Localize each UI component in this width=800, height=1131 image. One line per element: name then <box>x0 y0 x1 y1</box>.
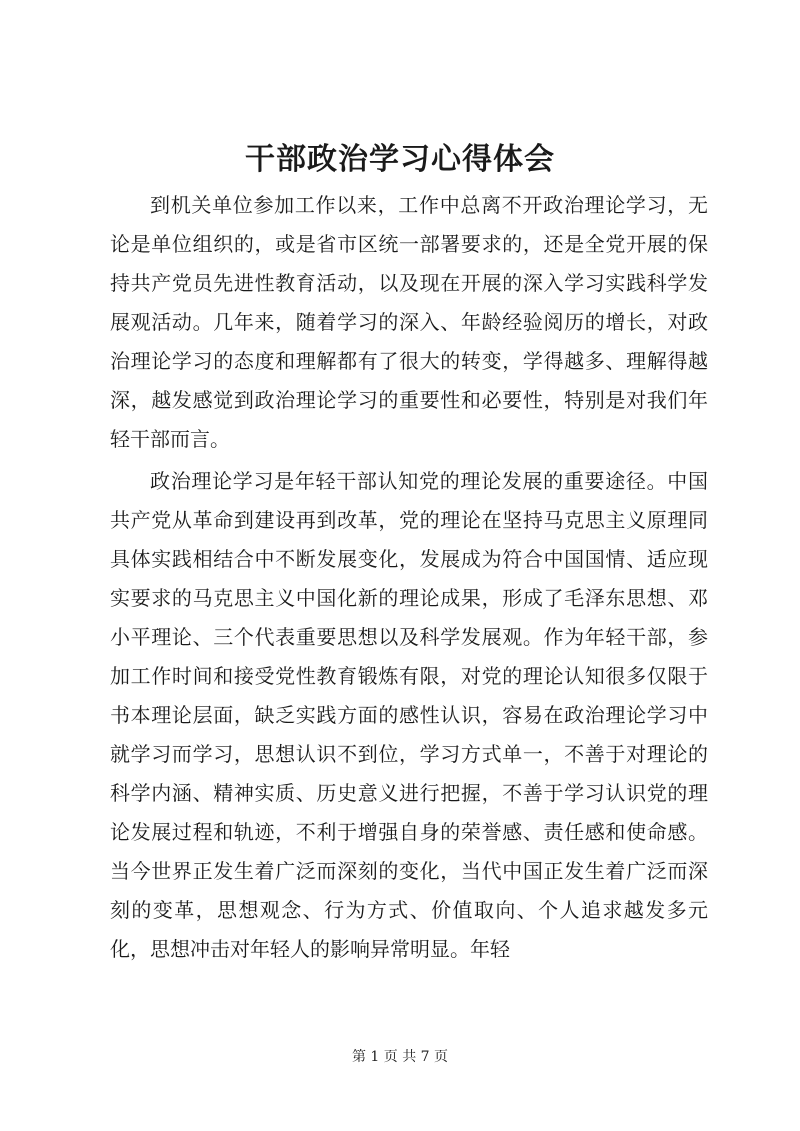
page-number-footer: 第 1 页 共 7 页 <box>351 1049 449 1065</box>
document-title: 干部政治学习心得体会 <box>245 142 555 177</box>
paragraph: 到机关单位参加工作以来，工作中总离不开政治理论学习，无论是单位组织的，或是省市区统一部署要求的，还是全党开展的保持共产党员先进性教育活动，以及现在开展的深入学习实践科学发展观活动。几年来，随着学习的深入、年龄经验阅历的增长，对政治理论学习的态度和理解都有了很大的转变，学得越多、理解得越深，越发感觉到政治理论学习的重要性和必要性，特别是对我们年轻干部而言。 <box>110 193 708 451</box>
document-body <box>110 186 708 969</box>
paragraph: 政治理论学习是年轻干部认知党的理论发展的重要途径。中国共产党从革命到建设再到改革，党的理论在坚持马克思主义原理同具体实践相结合中不断发展变化，发展成为符合中国国情、适应现实要求的马克思主义中国化新的理论成果，形成了毛泽东思想、邓小平理论、三个代表重要思想以及科学发展观。作为年轻干部，参加工作时间和接受党性教育锻炼有限，对党的理论认知很多仅限于书本理论层面，缺乏实践方面的感性认识，容易在政治理论学习中就学习而学习，思想认识不到位，学习方式单一，不善于对理论的科学内涵、精神实质、历史意义进行把握，不善于学习认识党的理论发展过程和轨迹，不利于增强自身的荣誉感、责任感和使命感。当今世界正发生着广泛而深刻的变化，当代中国正发生着广泛而深刻的变革，思想观念、行为方式、价值取向、个人追求越发多元化，思想冲击对年轻人的影响异常明显。年轻 <box>110 469 708 961</box>
